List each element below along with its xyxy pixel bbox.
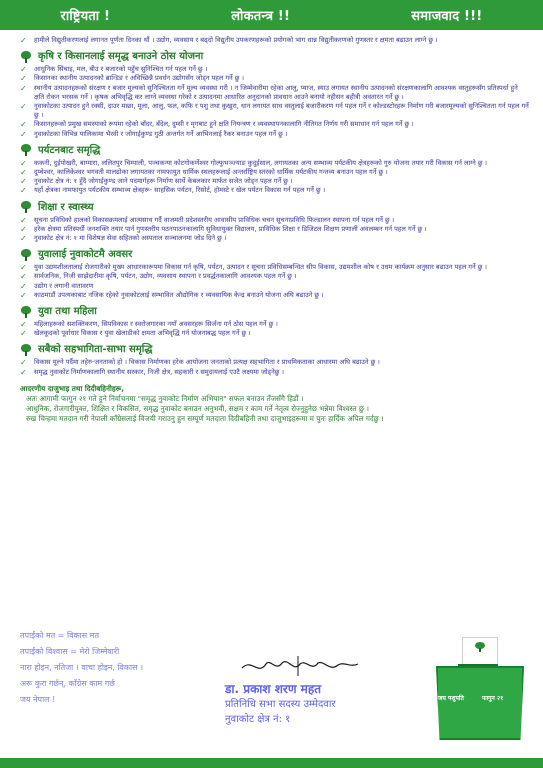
bullet: ✓ महिलाहरूको सशक्तिकरण, सिपविकास र स्वरोजगारका नयाँ अवसरहरू सिर्जना गर्न ठोस पहल गर्ने छु । (20, 320, 278, 330)
tree-icon (20, 51, 32, 63)
check-icon: ✓ (20, 224, 27, 234)
section-agriculture (20, 50, 530, 139)
bottom-strip (0, 758, 543, 768)
bullet: ✓ दुप्चेश्वर, कालिकेश्वर भगवती मालढोका लगायतका नामफायुत धार्मिक स्थलहरूलाई अन्तर्राष्ट्रिय स्तरको धार्मिक पर्यटकीय गन्तव्य बनाउन पहल गर्ने छु । (20, 168, 388, 178)
check-icon: ✓ (20, 290, 27, 300)
intro-text: हामीले विद्युतीकरणलाई लगानत पूर्णता दिनका थौं । उद्योग, व्यवसाय र बढ्दो विद्युतीय उपकरणहरूको प्रयोगको भाग धान्न विद्युतीकरणको गुणस्तर र क्षमता बढाउन लाग्ने छु । (34, 36, 438, 44)
check-icon: ✓ (20, 215, 27, 225)
slogan-line: नारा होइन, नतिजा । वाचा होइन, विकास । (20, 663, 144, 672)
top-banner (0, 0, 543, 30)
bullet: ✓ काठमाडौं उपत्यकाबाट नजिक रहेको नुवाकोटलाई सम्भावित औद्योगिक र व्यवसायिक केन्द्र बनाउने योजना अघि बढाउने छु । (20, 290, 324, 300)
section-youth-women (20, 305, 530, 338)
appeal-line: आधुनिक, रोजगारीयुक्त, शिक्षित र विकसित, समृद्ध नुवाकोट बनाउन अनुभवी, सक्षम र काम गर्ने नेतृत्व रोज्नुहुनेछ भन्नेमा विश्वस्त छु । (26, 403, 369, 413)
check-icon: ✓ (20, 320, 27, 330)
intro-bullet (20, 36, 530, 45)
tree-icon (475, 642, 485, 652)
slogan-line: अरू कुरा गर्छन्, काँग्रेस काम गर्छ (20, 679, 115, 688)
section-title: सबैको सहभागिता-साभा समृद्धि (20, 343, 530, 356)
bullet: ✓ सूचना प्रविधिको हालको विकासक्रमलाई आत्मसाथ गर्दै वाजमती प्रदेशस्तरीय आवासीय प्राविधिक चचन सूचनाप्रविधि फिल्डालन स्थापना गर्न पहल गर्ने छु । (20, 215, 395, 225)
signature-mark (240, 654, 360, 680)
check-icon: ✓ (20, 263, 27, 273)
bullet: ✓ नुवाकोटका उत्पादन हुने रक्सी, दाउर माछा, मूला, आलु, फल, कफि र पशु तथा कुखुरा, धान लगायत साथ वस्तुलाई बजारीकरण गर्न पहल गर्ने र कोल्डस्टोरहरू निर्माण गरी बजारमूल्यको सुनिश्चितता गर्न पहल गर्ने छु । (20, 102, 529, 120)
appeal-line: रुख चिन्हमा मतदान गरी नेपाली काँग्रेसलाई विजयी गराउनु हुन सम्पूर्ण मतदाता दिदीबहिनी तथा दाजुभाइहरूमा म पुनः हार्दिक अपिल गर्दछु । (26, 413, 384, 423)
bullet: ✓ स्थानीय उत्पादनहरूको संरक्षण र बजार मूल्यको सुनिश्चितता गर्ने मूल्य व्यवस्था गरी । न जिम्मेवारीमा रहेका आलु, प्याज, स्याउ लगायत स्थानीय उत्पादनको संरक्षणकालागि आवश्यक वस्तुहरूसँग प्रतिस्पर्धा हुने क्षति रोकन भरसक गर्ने । कृषक अभिवृद्धि कर लाग्ने व्यवस्था गरेको र उत्पादनमा आधारित अनुदानको प्रावधान आउने बनायो नहीसन बहीत्री अवतारत गर्ने छु । (20, 83, 518, 101)
section-title: युवालाई नुवाकोटमै अवसर (20, 248, 530, 261)
slogan-line: तपाईंको मत = विकास मत (20, 631, 100, 640)
check-icon: ✓ (20, 329, 27, 339)
section-youth-opportunity (20, 248, 530, 300)
candidate-name: डा. प्रकाश शरण महत (225, 682, 322, 696)
candidate-constituency: नुवाकोट क्षेत्र नं: १ (225, 714, 291, 725)
section-education-health (20, 201, 530, 244)
bullet: ✓ किसानका स्थानीय उत्पादनको ब्रान्डिङ र अविच्छिन्नै प्रवर्धन उद्योगसँग जोड्न पहल गर्ने छु । (20, 74, 245, 84)
bullet: ✓ यहाँ क्षेत्रका नामफायुत पर्यटकीय सम्भाव्य क्षेत्रहरू- साहसिक पर्यटन, रिसोर्ट, होमस्टे र खेल पर्यटन विकास गर्न पहल गर्ने छु । (20, 186, 326, 196)
slogan-line: जय नेपाल ! (20, 695, 56, 704)
bullet: ✓ नुवाकोट क्षेत्र नं: १ मा विशेषज्ञ सेवा सहितको अस्पताल सञ्चालनमा जोड दिने छु । (20, 234, 227, 244)
ballot-right-label: फागुन २१ (482, 695, 504, 702)
check-icon: ✓ (20, 158, 27, 168)
signature (240, 654, 360, 680)
bullet: ✓ नुवाकोट क्षेत्र नं: १ हुँदै जोगाईकुण्ड जाने पदमार्गहरू निर्माण सार्थे केबलकार मार्फत सजेत जोड्न पहल गर्ने छु । (20, 177, 293, 187)
slogan-line: तपाईंको विश्वास = मेरो जिम्मेवारी (20, 647, 120, 656)
bullet: ✓ आधुनिक सिंचाइ, मल, बीउ र बजारको पहुँच सुनिश्चित गर्न पहल गर्ने छु । (20, 65, 208, 75)
check-icon: ✓ (20, 74, 27, 84)
ballot-box-graphic (430, 620, 528, 738)
check-icon: ✓ (20, 129, 27, 139)
section-title: कृषि र किसानलाई समृद्ध बनाउने ठोस योजना (20, 50, 530, 63)
banner-socialism: समाजवाद !!! (411, 9, 483, 24)
appeal-salutation: आदरणीय दाजुभाइ तथा दिदीबहिनीहरू, (20, 383, 124, 393)
check-icon: ✓ (20, 358, 27, 368)
bullet: ✓ नुवाकोटका विभिन्न पालिकामा भैरवी र जोगाईकुण्ड गुठी अन्तर्गत गर्ने आभिनलाई रैकर बनाउन पहल गर्ने छु । (20, 129, 288, 139)
section-title: पर्यटनबाट समृद्धि (20, 144, 530, 157)
bullet: ✓ हरेक क्षेत्रमा प्रतिस्पर्धी जनशक्ति तयार पार्न गुणस्तरीय पठनपाठनकालागि सुविधायुक्त विद्यालय, प्राविधिक शिक्षा र डिजिटल शिक्षण प्रणाली अवलम्बन गर्न पहल गर्ने छु । (20, 224, 427, 234)
bullet: ✓ युवा उद्यमशीलतालाई रोजगारीको मुख्य आधारकारूपमा विकास गर्न कृषि, पर्यटन, उत्पादन र सूचना प्रविधिसम्बन्धित सीप विकास, उद्यमशील कोष र उधम कार्यक्रम अनुसार बढाउन पहल गर्ने छु । (20, 263, 487, 273)
slogans (20, 628, 240, 708)
section-title: युवा तथा महिला (20, 305, 530, 318)
check-icon: ✓ (20, 281, 27, 291)
tree-icon (20, 201, 32, 213)
check-icon: ✓ (20, 186, 27, 196)
section-shared-prosperity (20, 343, 530, 376)
ballot-left-label: जय पशुपति (438, 695, 464, 702)
bullet: ✓ विकास मूल्ने पर्दैमा तहेरु-जनताको हो । विकास निर्माणका हरेक आयोजना जनताको प्रत्यक्ष सहभागिता र प्राथमिकताका आधारमा अघि बढाउने छु । (20, 358, 380, 368)
section-tourism (20, 144, 530, 196)
tree-icon (20, 144, 32, 156)
check-icon: ✓ (20, 168, 27, 178)
appeal-line: अतः आगामी फागुन २१ गते हुने निर्वाचनमा "समृद्ध नुवाकोट निर्माण अभियान" सफल बनाउन तँजसँगै हिडौं । (26, 393, 304, 403)
section-title: शिक्षा र स्वास्थ्य (20, 201, 530, 214)
ballot-box (436, 666, 524, 740)
check-icon: ✓ (20, 102, 27, 112)
candidate-block (225, 682, 425, 727)
appeal-text (20, 384, 530, 424)
manifesto-content (20, 36, 530, 424)
bullet: ✓ उद्योग र लगानी वातावरण (20, 281, 94, 291)
tree-icon (20, 249, 32, 261)
check-icon: ✓ (20, 234, 27, 244)
check-icon: ✓ (20, 120, 27, 130)
bullet: ✓ खेलकूदको पूर्वाधार विकास र युवा खेलाडीको क्षमता अभिवृद्धि गर्न योजनाबद्ध पहल गर्ने छु । (20, 329, 251, 339)
banner-democracy: लोकतन्त्र !! (231, 9, 291, 24)
banner-nationalism: राष्ट्रियता ! (60, 9, 111, 24)
check-icon: ✓ (20, 177, 27, 187)
tree-icon (20, 306, 32, 318)
bullet: ✓ समृद्ध नुवाकोट निर्माणकालागि स्थानीय सरकार, निजी क्षेत्र, सहकारी र समुदायलाई एउटै लक्ष्यमा जोड्नेछु । (20, 367, 284, 377)
check-icon: ✓ (20, 65, 27, 75)
bullet: ✓ सार्वजनिक, निजी साझेदारीमा कृषि, पर्यटन, उद्योग, व्यवसाय स्थापना र प्रवर्द्धनकालागि आवश्यक पहल गर्ने छु । (20, 272, 297, 282)
tree-icon (20, 344, 32, 356)
check-icon: ✓ (20, 83, 27, 93)
bullet: ✓ किसानहरूको प्रमुख समस्याको रूपमा रहेको बाँदर, बँदेल, दुम्सी र मृगबाट हुने क्षति नियन्त्रण र व्यवस्थापनकालागि नीतिगत निर्णय गरी समाधान गर्न पहल गर्ने छु । (20, 120, 414, 130)
bullet: ✓ ककनी, दुईपोखरी, बाग्मारा, ललितपुर चिम्पाली, पञ्चकन्या कोटगोकर्णेश्वर गोल्फुभञ्ज्याङ कुदुईसाल, लगायतका अन्य सम्भाव्य पर्यटकीय क्षेत्रहरूको गुरु योजना तयार गरी विकास गर्न लाग्ने छु । (20, 158, 488, 168)
check-icon: ✓ (20, 367, 27, 377)
check-icon: ✓ (20, 36, 27, 45)
candidate-role: प्रतिनिधि सभा सदस्य उम्मेदवार (225, 699, 336, 710)
check-icon: ✓ (20, 272, 27, 282)
